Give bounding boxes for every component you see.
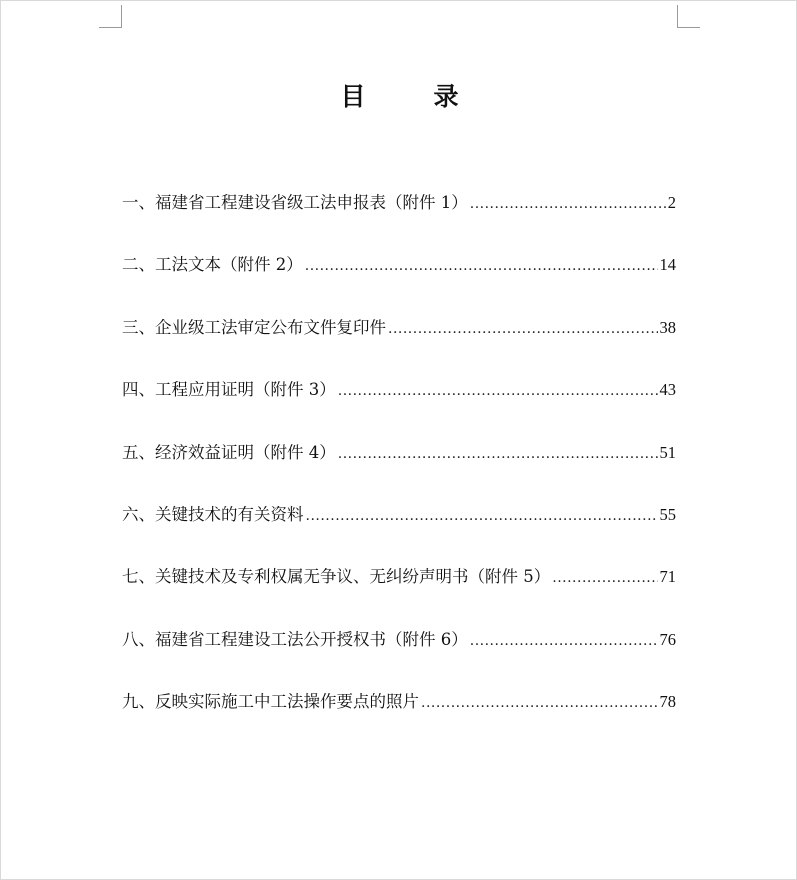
toc-entry-label: 二、工法文本（附件 2） — [122, 255, 303, 275]
toc-leader-dots — [470, 629, 658, 653]
toc-entry[interactable] — [122, 690, 676, 752]
toc-leader-dots — [421, 691, 658, 715]
toc-entry-page: 14 — [659, 255, 676, 275]
margin-corner-mark-left — [99, 5, 122, 28]
toc-entry-label: 七、关键技术及专利权属无争议、无纠纷声明书（附件 5） — [122, 567, 551, 587]
toc-entry-page: 78 — [659, 692, 676, 712]
toc-leader-dots — [305, 254, 658, 278]
toc-leader-dots — [388, 317, 658, 341]
toc-entry[interactable] — [122, 503, 676, 565]
toc-entry-page: 76 — [659, 629, 676, 649]
toc-leader-dots — [338, 442, 658, 466]
toc-leader-dots — [338, 379, 658, 403]
toc-entry-label: 八、福建省工程建设工法公开授权书（附件 6） — [122, 629, 468, 649]
toc-entry-label: 三、企业级工法审定公布文件复印件 — [122, 317, 386, 337]
page-title — [1, 79, 797, 115]
toc-entry[interactable] — [122, 316, 676, 378]
toc-leader-dots — [552, 566, 657, 590]
toc-entry-page: 71 — [659, 567, 676, 587]
toc-entry-page: 43 — [659, 380, 676, 400]
toc-leader-dots — [470, 192, 666, 216]
toc-entry-page: 51 — [659, 442, 676, 462]
toc-entry-label: 四、工程应用证明（附件 3） — [122, 380, 336, 400]
toc-entry[interactable] — [122, 441, 676, 503]
toc-entry[interactable] — [122, 191, 676, 253]
title-char-2: 录 — [433, 82, 459, 111]
toc-entry-label: 九、反映实际施工中工法操作要点的照片 — [122, 692, 419, 712]
toc-entry-label: 五、经济效益证明（附件 4） — [122, 442, 336, 462]
toc-entry-label: 一、福建省工程建设省级工法申报表（附件 1） — [122, 193, 468, 212]
toc-entry[interactable] — [122, 378, 676, 440]
toc-entry-page: 55 — [659, 504, 676, 524]
title-char-1: 目 — [340, 82, 366, 111]
toc-entry[interactable] — [122, 565, 676, 627]
toc-entry-page: 38 — [659, 317, 676, 337]
toc-entry-label: 六、关键技术的有关资料 — [122, 504, 304, 524]
table-of-contents — [122, 191, 676, 753]
toc-entry-page: 2 — [667, 193, 676, 212]
toc-entry[interactable] — [122, 253, 676, 315]
toc-leader-dots — [306, 504, 658, 528]
toc-entry[interactable] — [122, 628, 676, 690]
margin-corner-mark-right — [677, 5, 700, 28]
